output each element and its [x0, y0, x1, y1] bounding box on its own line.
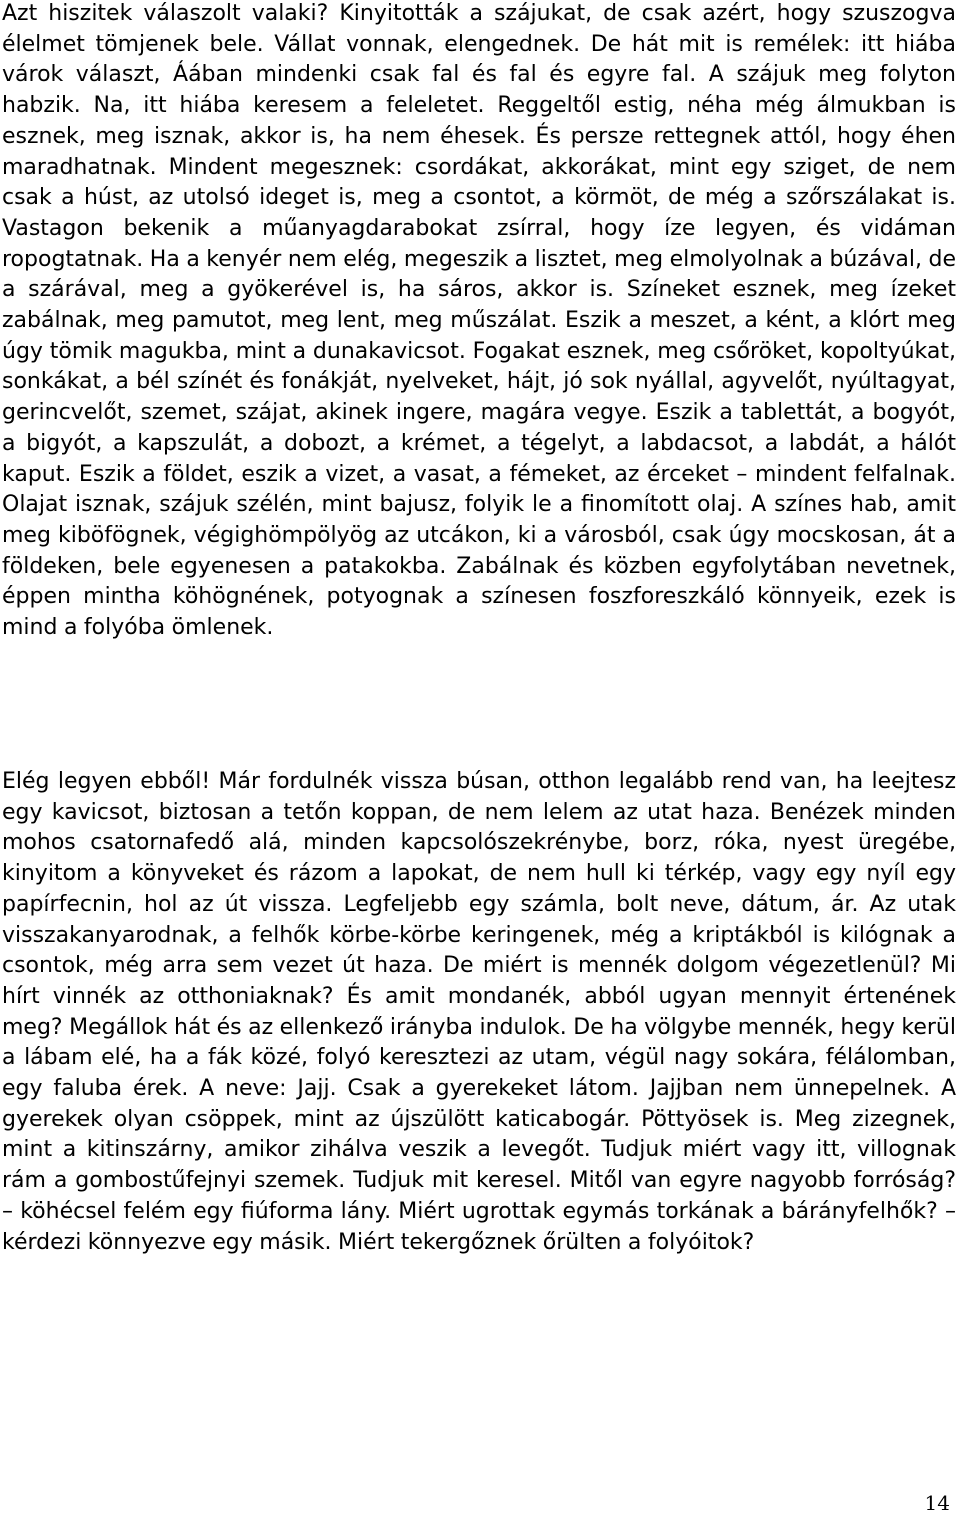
body-paragraph-1: Azt hiszitek válaszolt valaki? Kinyitották a szájukat, de csak azért, hogy szuszogva élelmet tömjenek bele. Vállat vonnak, elengednek. De hát mit is remélek: itt hiába várok választ, Áában mindenki csak fal és fal és egyre fal. A szájuk meg folyton habzik. Na, itt hiába keresem a feleletet. Reggeltől estig, néha még álmukban is esznek, meg isznak, akkor is, ha nem éhesek. És persze rettegnek attól, hogy éhen maradhatnak. Mindent megesznek: csordákat, akkorákat, mint egy sziget, de nem csak a húst, az utolsó ideget is, meg a csontot, a körmöt, de még a szőrszálakat is. Vastagon bekenik a műanyagdarabokat zsírral, hogy íze legyen, és vidáman ropogtatnak. Ha a kenyér nem elég, megeszik a lisztet, meg elmolyolnak a búzával, de a szárával, meg a gyökerével is, ha sáros, akkor is. Színeket esznek, meg ízeket zabálnak, meg pamutot, meg lent, meg műszálat. Eszik a meszet, a ként, a klórt meg úgy tömik magukba, mint a dunakavicsot. Fogakat esznek, meg csőröket, kopoltyúkat, sonkákat, a bél színét és fonákját, nyelveket, hájt, jó sok nyállal, agyvelőt, nyúltagyat, gerincvelőt, szemet, szájat, akinek ingere, magára vegye. Eszik a tablettát, a bogyót, a bigyót, a kapszulát, a dobozt, a krémet, a tégelyt, a labdacsot, a labdát, a hálót kaput. Eszik a földet, eszik a vizet, a vasat, a fémeket, az érceket – mindent felfalnak. Olajat isznak, szájuk szélén, mint bajusz, folyik le a finomított olaj. A színes hab, amit meg kiböfögnek, végighömpölyög az utcákon, ki a városból, csak úgy mocskosan, át a földeken, bele egyenesen a patakokba. Zabálnak és közben egyfolytában nevetnek, éppen mintha köhögnének, potyognak a színesen foszforeszkáló könnyeik, ezek is mind a folyóba ömlenek. — [2, 1, 956, 641]
body-paragraph-2: Elég legyen ebből! Már fordulnék vissza búsan, otthon legalább rend van, ha leejtesz egy kavicsot, biztosan a tetőn koppan, de nem lelem az utat haza. Benézek minden mohos csatornafedő alá, minden kapcsolószekrénybe, borz, róka, nyest üregébe, kinyitom a könyveket és rázom a lapokat, de nem hull ki térkép, vagy egy nyíl egy papírfecnin, hol az út vissza. Legfeljebb egy számla, bolt neve, dátum, ár. Az utak visszakanyarodnak, a felhők körbe-körbe keringenek, még a kriptákból is kilógnak a csontok, még arra sem vezet út haza. De miért is mennék dolgom végezetlenül? Mi hírt vinnék az otthoniaknak? És amit mondanék, abból ugyan mennyit értenének meg? Megállok hát és az ellenkező irányba indulok. De ha völgybe mennék, hegy kerül a lábam elé, ha a fák közé, folyó keresztezi az utam, végül nagy sokára, félálomban, egy faluba érek. A neve: Jajj. Csak a gyerekeket látom. Jajjban nem ünnepelnek. A gyerekek olyan csöppek, mint az újszülött katicabogár. Pöttyösek is. Meg zizegnek, mint a kitinszárny, amikor zihálva veszik a levegőt. Tudjuk miért vagy itt, villognak rám a gombostűfejnyi szemek. Tudjuk mit keresel. Mitől van egyre nagyobb forróság? – köhécsel felém egy fiúforma lány. Miért ugrottak egymás torkának a bárányfelhők? – kérdezi könnyezve egy másik. Miért tekergőznek őrülten a folyóitok? — [2, 769, 956, 1255]
page-number: 14 — [924, 1491, 950, 1515]
